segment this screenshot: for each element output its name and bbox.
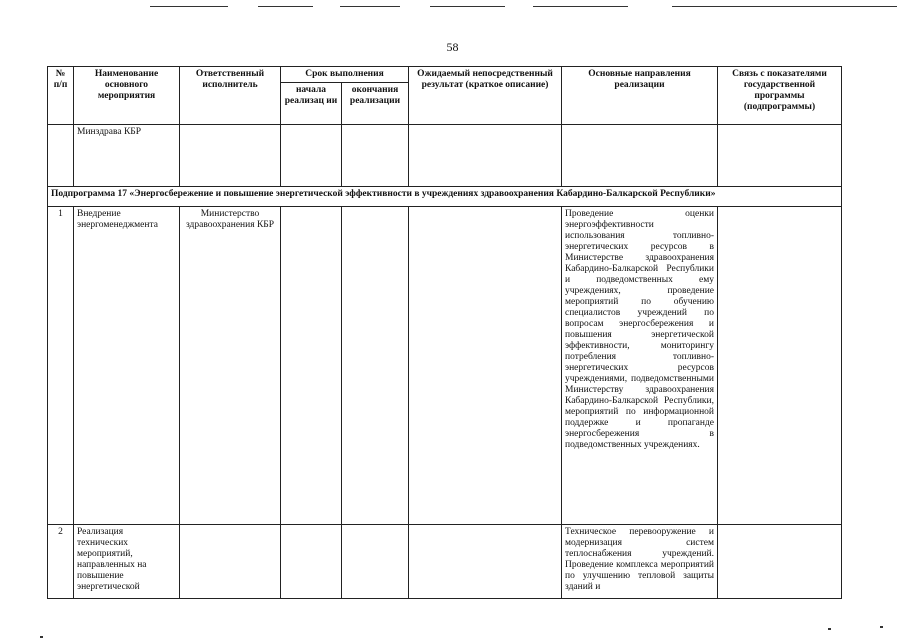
scan-speck xyxy=(880,626,883,628)
cell-name: Реализация технических мероприятий, направленных на повышение энергетической xyxy=(74,525,180,599)
cell-directions: Техническое перевооружение и модернизация систем теплоснабжения учреждений. Проведение комплекса мероприятий по улучшению тепловой защиты зданий и xyxy=(562,525,718,599)
cell-responsible xyxy=(180,525,281,599)
table-row xyxy=(48,125,842,187)
cell-result xyxy=(409,207,562,525)
cell-result xyxy=(409,125,562,187)
cell-end xyxy=(342,207,409,525)
header-rule xyxy=(150,6,228,7)
table-row xyxy=(48,525,842,599)
header-rule xyxy=(340,6,400,7)
header-result: Ожидаемый непосредственный результат (краткое описание) xyxy=(409,67,562,125)
cell-num: 1 xyxy=(48,207,74,525)
header-directions: Основные направления реализации xyxy=(562,67,718,125)
subprogram-title: Подпрограмма 17 «Энергосбережение и повышение энергетической эффективности в учреждениях здравоохранения Кабардино-Балкарской Республики» xyxy=(48,187,842,207)
cell-start xyxy=(281,525,342,599)
cell-num: 2 xyxy=(48,525,74,599)
cell-link xyxy=(718,125,842,187)
subprogram-row xyxy=(48,187,842,207)
header-name: Наименование основного мероприятия xyxy=(74,67,180,125)
header-rule xyxy=(672,6,897,7)
program-table xyxy=(47,66,842,599)
header-num: № п/п xyxy=(48,67,74,125)
header-rule xyxy=(258,6,313,7)
table-row xyxy=(48,207,842,525)
cell-start xyxy=(281,207,342,525)
cell-num xyxy=(48,125,74,187)
header-start: начала реализац ии xyxy=(281,83,342,125)
scan-speck xyxy=(828,628,831,630)
header-rule xyxy=(533,6,628,7)
cell-end xyxy=(342,125,409,187)
scan-speck xyxy=(40,636,43,638)
cell-result xyxy=(409,525,562,599)
cell-link xyxy=(718,207,842,525)
page-number: 58 xyxy=(446,40,459,54)
cell-directions: Проведение оценки энергоэффективности использования топливно-энергетических ресурсов в Министерстве здравоохранения Кабардино-Балкарской Республики и подведомственных ему учреждениях, проведение мероприятий по обучению специалистов учреждений по вопросам энергосбережения и повышения энергетической эффективности, мониторингу потребления топливно-энергетических ресурсов учреждениями, подведомственными Министерству здравоохранения Кабардино-Балкарской Республики, мероприятий по информационной поддержке и пропаганде энергосбережения в подведомственных учреждениях. xyxy=(562,207,718,525)
header-responsible: Ответственный исполнитель xyxy=(180,67,281,125)
cell-responsible xyxy=(180,125,281,187)
cell-name: Внедрение энергоменеджмента xyxy=(74,207,180,525)
cell-start xyxy=(281,125,342,187)
header-link: Связь с показателями государственной программы (подпрограммы) xyxy=(718,67,842,125)
cell-responsible: Министерство здравоохранения КБР xyxy=(180,207,281,525)
cell-end xyxy=(342,525,409,599)
header-end: окончания реализации xyxy=(342,83,409,125)
cell-directions xyxy=(562,125,718,187)
header-term: Срок выполнения xyxy=(281,67,409,83)
cell-name: Минздрава КБР xyxy=(74,125,180,187)
header-rule xyxy=(430,6,505,7)
cell-link xyxy=(718,525,842,599)
